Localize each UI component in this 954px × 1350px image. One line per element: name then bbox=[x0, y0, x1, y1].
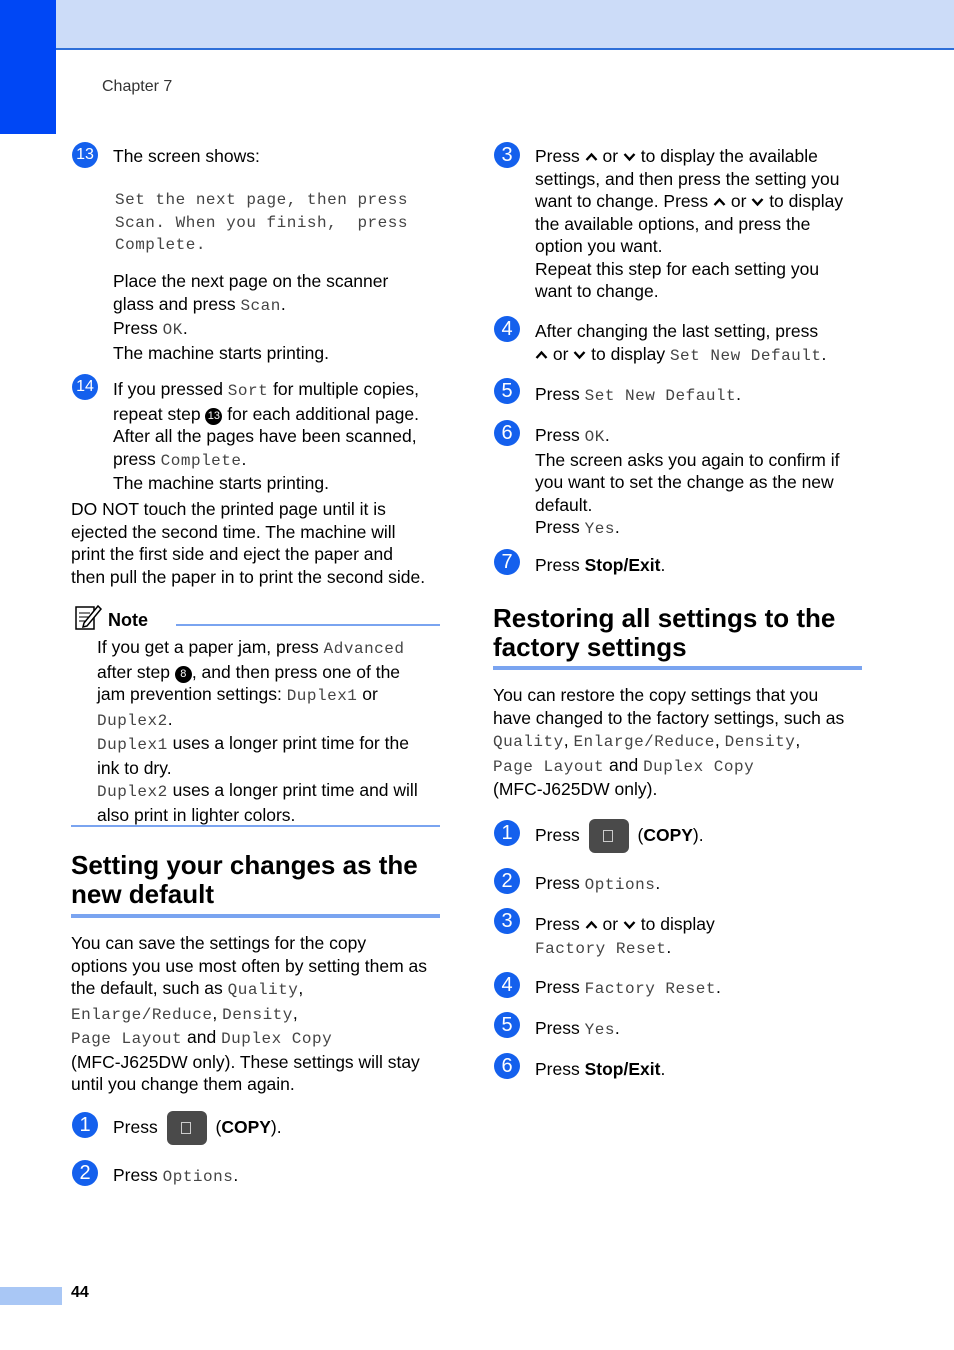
section-paragraph: You can restore the copy settings that you have changed to the factory settings, such as Quality, Enlarge/Reduce, Density, Page Layout and Duplex Copy (MFC-J625DW only). bbox=[493, 685, 845, 799]
warning-paragraph: DO NOT touch the printed page until it is ejected the second time. The machine will print the first side and eject the paper and then pull the paper in to print the second side. bbox=[71, 499, 426, 587]
step-ref-icon: 13 bbox=[205, 408, 222, 425]
step-text: Press Stop/Exit. bbox=[535, 1059, 666, 1079]
note-title: Note bbox=[108, 610, 148, 630]
step-number: 1 bbox=[494, 820, 520, 846]
step-text: Press Stop/Exit. bbox=[535, 555, 666, 575]
step-text: Press Options. bbox=[113, 1165, 239, 1186]
step-number: 13 bbox=[72, 142, 98, 168]
heading-rule bbox=[493, 666, 862, 670]
step-number: 3 bbox=[494, 908, 520, 934]
step-number: 7 bbox=[494, 549, 520, 575]
step-body: Press OK. The screen asks you again to confirm if you want to set the change as the new default. Press Yes. bbox=[535, 425, 840, 538]
step-text: Press Yes. bbox=[535, 1018, 620, 1039]
step-text: Press Factory Reset. bbox=[535, 977, 721, 998]
section-heading: Restoring all settings to the factory settings bbox=[493, 603, 836, 662]
section-paragraph: You can save the settings for the copy options you use most often by setting them as the default, such as Quality, Enlarge/Reduce, Density, Page Layout and Duplex Copy (MFC-J625DW only). These settings will stay until you change them again. bbox=[71, 933, 428, 1094]
step-text: Press (COPY). bbox=[113, 1108, 282, 1146]
step-text: Press (COPY). bbox=[535, 816, 704, 854]
step-number: 4 bbox=[494, 316, 520, 342]
up-arrow-icon bbox=[585, 152, 598, 162]
step-body: After changing the last setting, press or to display Set New Default. bbox=[535, 321, 827, 365]
up-arrow-icon bbox=[713, 197, 726, 207]
step-number: 6 bbox=[494, 1053, 520, 1079]
note-bottom-rule bbox=[71, 825, 440, 827]
up-arrow-icon bbox=[585, 920, 598, 930]
step-text: Press Set New Default. bbox=[535, 384, 742, 405]
step-number: 5 bbox=[494, 1012, 520, 1038]
step-number: 4 bbox=[494, 972, 520, 998]
section-heading: Setting your changes as the new default bbox=[71, 850, 418, 909]
step-number: 5 bbox=[494, 378, 520, 404]
step-body: Press or to display the available settings, and then press the setting you want to change. Press or to display the available options, and press the option you want. Repeat this step for each setting you want to change. bbox=[535, 146, 844, 301]
down-arrow-icon bbox=[573, 350, 586, 360]
step-body: Place the next page on the scanner glass and press Scan. Press OK. The machine starts printing. bbox=[113, 271, 389, 363]
step-text: Press Options. bbox=[535, 873, 661, 894]
note-rule bbox=[176, 624, 440, 626]
step-text: The screen shows: bbox=[113, 146, 260, 166]
step-number: 6 bbox=[494, 420, 520, 446]
note-body: If you get a paper jam, press Advanced after step 8 , and then press one of the jam prevention settings: Duplex1 or Duplex2. Duplex1 uses a longer print time for the ink to dry. Duplex2 uses a longer print time and will also print in lighter colors. bbox=[97, 637, 418, 825]
chapter-label: Chapter 7 bbox=[102, 78, 173, 95]
header-bar bbox=[56, 0, 954, 50]
step-number: 2 bbox=[494, 868, 520, 894]
page-number: 44 bbox=[71, 1284, 89, 1301]
heading-rule bbox=[71, 914, 440, 918]
chapter-tab bbox=[0, 0, 56, 134]
footer-bar bbox=[0, 1287, 62, 1305]
copy-button-icon bbox=[167, 1111, 207, 1145]
note-pencil-icon bbox=[74, 603, 102, 631]
up-arrow-icon bbox=[535, 350, 548, 360]
step-number: 3 bbox=[494, 142, 520, 168]
step-ref-icon: 8 bbox=[175, 666, 192, 683]
down-arrow-icon bbox=[623, 920, 636, 930]
down-arrow-icon bbox=[623, 152, 636, 162]
step-body: If you pressed Sort for multiple copies, repeat step 13 for each additional page. After all the pages have been scanned, press Complete. The machine starts printing. bbox=[113, 379, 419, 493]
step-number: 14 bbox=[72, 374, 98, 400]
step-number: 2 bbox=[72, 1160, 98, 1186]
step-body: Press or to display Factory Reset. bbox=[535, 914, 715, 958]
lcd-screen-text: Set the next page, then press Scan. When you finish, press Complete. bbox=[115, 191, 408, 254]
down-arrow-icon bbox=[751, 197, 764, 207]
step-number: 1 bbox=[72, 1112, 98, 1138]
copy-button-icon bbox=[589, 819, 629, 853]
